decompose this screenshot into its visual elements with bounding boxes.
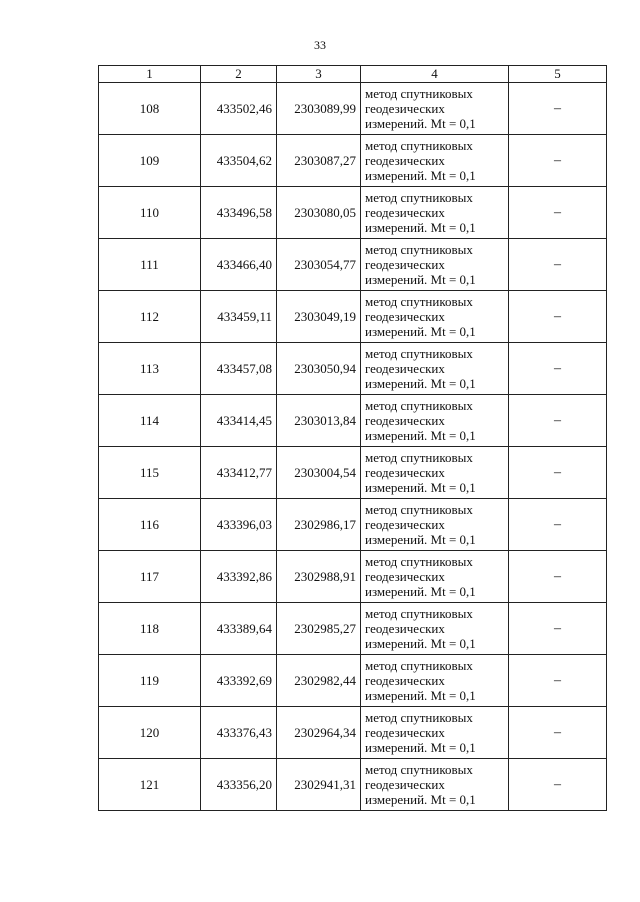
note-dash: – xyxy=(509,447,607,499)
page-number: 33 xyxy=(314,38,326,52)
method-line-1: метод спутниковых xyxy=(365,190,473,205)
coordinate-x: 433392,86 xyxy=(201,551,277,603)
coordinate-x: 433392,69 xyxy=(201,655,277,707)
method-description xyxy=(361,759,509,811)
coordinate-x: 433504,62 xyxy=(201,135,277,187)
coordinate-x: 433376,43 xyxy=(201,707,277,759)
coordinate-y: 2303080,05 xyxy=(277,187,361,239)
method-line-2: геодезических xyxy=(365,361,445,376)
table-body xyxy=(99,83,607,811)
method-description xyxy=(361,499,509,551)
method-line-1: метод спутниковых xyxy=(365,606,473,621)
table-row xyxy=(99,395,607,447)
method-line-1: метод спутниковых xyxy=(365,398,473,413)
table-row xyxy=(99,291,607,343)
note-dash: – xyxy=(509,239,607,291)
point-number: 114 xyxy=(99,395,201,447)
method-description xyxy=(361,551,509,603)
table-header-row xyxy=(99,66,607,83)
table-row xyxy=(99,759,607,811)
coordinate-y: 2302982,44 xyxy=(277,655,361,707)
table-row xyxy=(99,551,607,603)
coordinate-x: 433466,40 xyxy=(201,239,277,291)
point-number: 110 xyxy=(99,187,201,239)
method-line-3: измерений. Mt = 0,1 xyxy=(365,792,476,807)
coordinate-x: 433396,03 xyxy=(201,499,277,551)
coordinate-y: 2302988,91 xyxy=(277,551,361,603)
table-row xyxy=(99,343,607,395)
point-number: 119 xyxy=(99,655,201,707)
coordinate-y: 2303049,19 xyxy=(277,291,361,343)
method-line-1: метод спутниковых xyxy=(365,554,473,569)
method-line-1: метод спутниковых xyxy=(365,450,473,465)
method-line-1: метод спутниковых xyxy=(365,86,473,101)
method-line-3: измерений. Mt = 0,1 xyxy=(365,168,476,183)
method-line-2: геодезических xyxy=(365,621,445,636)
note-dash: – xyxy=(509,655,607,707)
coordinate-x: 433389,64 xyxy=(201,603,277,655)
method-line-2: геодезических xyxy=(365,517,445,532)
coordinate-x: 433414,45 xyxy=(201,395,277,447)
point-number: 112 xyxy=(99,291,201,343)
coordinate-y: 2302941,31 xyxy=(277,759,361,811)
point-number: 113 xyxy=(99,343,201,395)
coordinate-y: 2303004,54 xyxy=(277,447,361,499)
note-dash: – xyxy=(509,343,607,395)
method-description xyxy=(361,83,509,135)
method-line-3: измерений. Mt = 0,1 xyxy=(365,688,476,703)
method-line-3: измерений. Mt = 0,1 xyxy=(365,636,476,651)
table-row xyxy=(99,447,607,499)
point-number: 109 xyxy=(99,135,201,187)
method-line-2: геодезических xyxy=(365,153,445,168)
coordinates-table xyxy=(98,65,607,811)
coordinate-y: 2302985,27 xyxy=(277,603,361,655)
method-line-3: измерений. Mt = 0,1 xyxy=(365,272,476,287)
point-number: 121 xyxy=(99,759,201,811)
method-line-3: измерений. Mt = 0,1 xyxy=(365,428,476,443)
note-dash: – xyxy=(509,395,607,447)
note-dash: – xyxy=(509,83,607,135)
note-dash: – xyxy=(509,291,607,343)
point-number: 116 xyxy=(99,499,201,551)
point-number: 115 xyxy=(99,447,201,499)
method-description xyxy=(361,187,509,239)
note-dash: – xyxy=(509,707,607,759)
method-line-3: измерений. Mt = 0,1 xyxy=(365,532,476,547)
column-header-1: 1 xyxy=(99,66,201,83)
method-line-3: измерений. Mt = 0,1 xyxy=(365,376,476,391)
method-line-2: геодезических xyxy=(365,257,445,272)
column-header-3: 3 xyxy=(277,66,361,83)
method-line-1: метод спутниковых xyxy=(365,242,473,257)
coordinate-x: 433459,11 xyxy=(201,291,277,343)
method-line-2: геодезических xyxy=(365,205,445,220)
method-line-3: измерений. Mt = 0,1 xyxy=(365,584,476,599)
method-description xyxy=(361,343,509,395)
point-number: 111 xyxy=(99,239,201,291)
note-dash: – xyxy=(509,135,607,187)
method-line-1: метод спутниковых xyxy=(365,762,473,777)
coordinate-x: 433356,20 xyxy=(201,759,277,811)
point-number: 120 xyxy=(99,707,201,759)
note-dash: – xyxy=(509,499,607,551)
method-line-1: метод спутниковых xyxy=(365,346,473,361)
column-header-5: 5 xyxy=(509,66,607,83)
method-line-3: измерений. Mt = 0,1 xyxy=(365,480,476,495)
coordinate-y: 2303013,84 xyxy=(277,395,361,447)
coordinate-x: 433502,46 xyxy=(201,83,277,135)
method-description xyxy=(361,395,509,447)
method-line-3: измерений. Mt = 0,1 xyxy=(365,116,476,131)
method-line-3: измерений. Mt = 0,1 xyxy=(365,220,476,235)
coordinate-x: 433496,58 xyxy=(201,187,277,239)
coordinate-y: 2302964,34 xyxy=(277,707,361,759)
method-line-2: геодезических xyxy=(365,725,445,740)
method-line-1: метод спутниковых xyxy=(365,138,473,153)
method-line-2: геодезических xyxy=(365,413,445,428)
method-description xyxy=(361,707,509,759)
method-line-1: метод спутниковых xyxy=(365,710,473,725)
method-description xyxy=(361,447,509,499)
note-dash: – xyxy=(509,551,607,603)
method-line-2: геодезических xyxy=(365,465,445,480)
method-line-2: геодезических xyxy=(365,309,445,324)
method-description xyxy=(361,135,509,187)
note-dash: – xyxy=(509,187,607,239)
coordinate-x: 433457,08 xyxy=(201,343,277,395)
table-row xyxy=(99,135,607,187)
point-number: 117 xyxy=(99,551,201,603)
method-line-3: измерений. Mt = 0,1 xyxy=(365,740,476,755)
method-description xyxy=(361,655,509,707)
column-header-4: 4 xyxy=(361,66,509,83)
method-description xyxy=(361,239,509,291)
table-row xyxy=(99,499,607,551)
coordinate-x: 433412,77 xyxy=(201,447,277,499)
method-line-1: метод спутниковых xyxy=(365,502,473,517)
table-row xyxy=(99,239,607,291)
note-dash: – xyxy=(509,603,607,655)
table-row xyxy=(99,655,607,707)
method-line-2: геодезических xyxy=(365,569,445,584)
table-row xyxy=(99,603,607,655)
method-description xyxy=(361,291,509,343)
column-header-2: 2 xyxy=(201,66,277,83)
method-line-2: геодезических xyxy=(365,673,445,688)
point-number: 118 xyxy=(99,603,201,655)
table-row xyxy=(99,83,607,135)
coordinate-y: 2302986,17 xyxy=(277,499,361,551)
coordinate-y: 2303087,27 xyxy=(277,135,361,187)
method-description xyxy=(361,603,509,655)
note-dash: – xyxy=(509,759,607,811)
coordinate-y: 2303054,77 xyxy=(277,239,361,291)
method-line-1: метод спутниковых xyxy=(365,294,473,309)
table-row xyxy=(99,187,607,239)
method-line-2: геодезических xyxy=(365,101,445,116)
method-line-3: измерений. Mt = 0,1 xyxy=(365,324,476,339)
method-line-1: метод спутниковых xyxy=(365,658,473,673)
point-number: 108 xyxy=(99,83,201,135)
coordinate-y: 2303050,94 xyxy=(277,343,361,395)
method-line-2: геодезических xyxy=(365,777,445,792)
coordinate-y: 2303089,99 xyxy=(277,83,361,135)
table-row xyxy=(99,707,607,759)
